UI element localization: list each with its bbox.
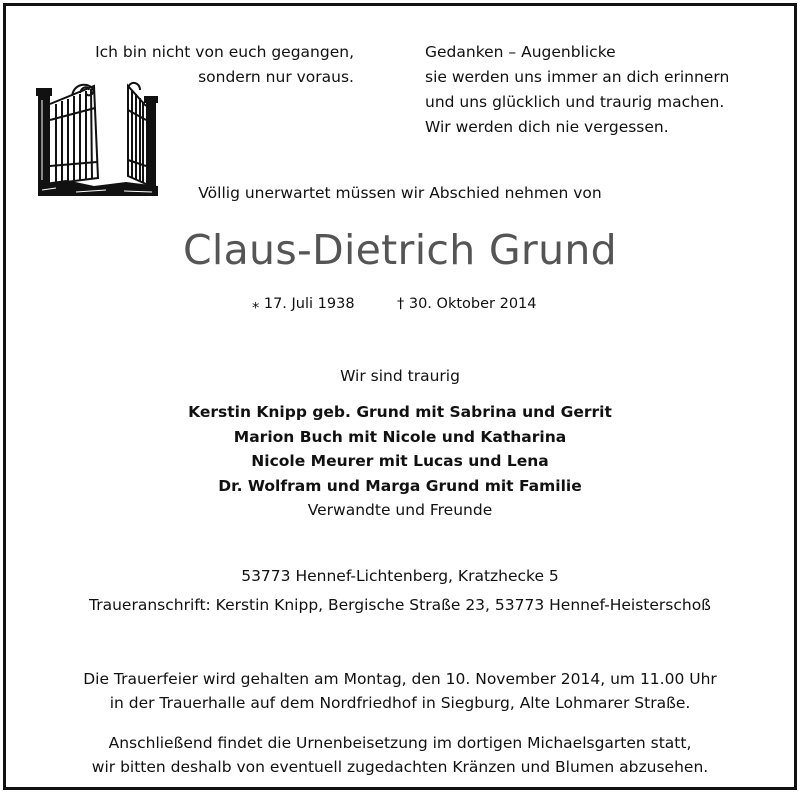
birth-date-text: 17. Juli 1938 bbox=[263, 296, 355, 312]
urn-line: wir bitten deshalb von eventuell zugedachten Kränzen und Blumen abzusehen. bbox=[91, 758, 709, 776]
family-member: Nicole Meurer mit Lucas und Lena bbox=[251, 452, 549, 470]
intro-line: Völlig unerwartet müssen wir Abschied nehmen von bbox=[198, 184, 602, 202]
mourning-address-line: Traueranschrift: Kerstin Knipp, Bergische Straße 23, 53773 Hennef-Heisterschoß bbox=[89, 596, 711, 614]
quote-right-line: sie werden uns immer an dich erinnern bbox=[425, 68, 730, 86]
family-member: Kerstin Knipp geb. Grund mit Sabrina und Gerrit bbox=[188, 403, 612, 421]
quote-right-line: Gedanken – Augenblicke bbox=[425, 43, 616, 61]
family-list bbox=[0, 400, 800, 523]
deceased-name: Claus-Dietrich Grund bbox=[183, 226, 617, 274]
quote-left-line: sondern nur voraus. bbox=[198, 68, 354, 86]
urn-line: Anschließend findet die Urnenbeisetzung im dortigen Michaelsgarten statt, bbox=[108, 734, 692, 752]
quote-right-line: Wir werden dich nie vergessen. bbox=[425, 118, 669, 136]
open-gate-icon bbox=[36, 80, 160, 198]
relatives-line: Verwandte und Freunde bbox=[307, 501, 493, 519]
address-line: 53773 Hennef-Lichtenberg, Kratzhecke 5 bbox=[241, 567, 559, 585]
service-line: Die Trauerfeier wird gehalten am Montag, den 10. November 2014, um 11.00 Uhr bbox=[83, 670, 717, 688]
cross-icon: † bbox=[397, 296, 405, 312]
service-info bbox=[0, 667, 800, 715]
mourning-line: Wir sind traurig bbox=[340, 367, 460, 385]
quote-left-line: Ich bin nicht von euch gegangen, bbox=[95, 43, 354, 61]
family-member: Marion Buch mit Nicole und Katharina bbox=[233, 427, 567, 446]
urn-info bbox=[0, 731, 800, 779]
service-line: in der Trauerhalle auf dem Nordfriedhof in Siegburg, Alte Lohmarer Straße. bbox=[109, 694, 691, 712]
birth-symbol-icon: ⁎ bbox=[252, 296, 260, 312]
quote-right bbox=[425, 40, 729, 140]
death-date-text: 30. Oktober 2014 bbox=[408, 296, 537, 312]
death-date bbox=[397, 296, 537, 312]
family-member: Dr. Wolfram und Marga Grund mit Familie bbox=[218, 476, 582, 495]
birth-date bbox=[252, 296, 355, 312]
quote-right-line: und uns glücklich und traurig machen. bbox=[425, 93, 725, 111]
